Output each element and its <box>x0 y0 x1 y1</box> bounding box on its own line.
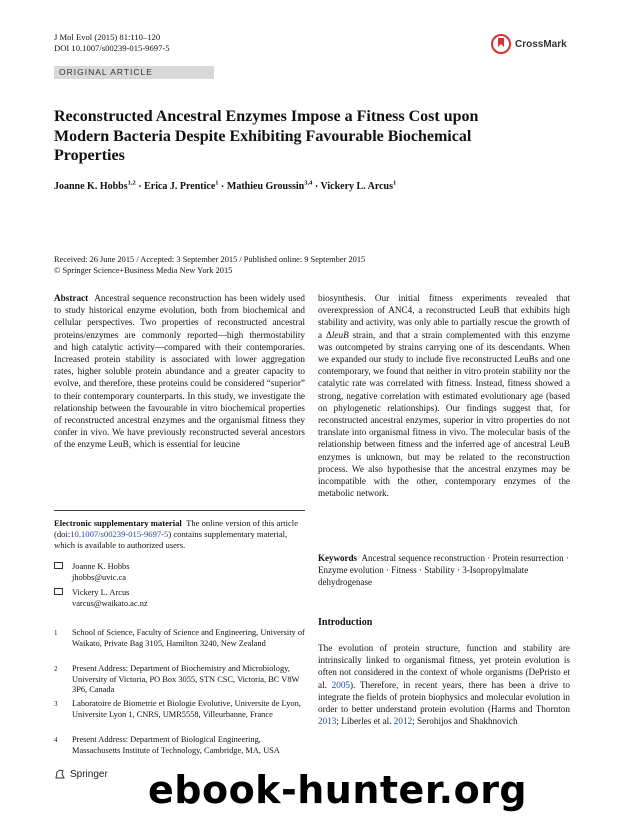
email-link[interactable]: jhobbs@uvic.ca <box>72 573 126 582</box>
keywords: Keywords Ancestral sequence reconstruction · Protein resurrection · Enzyme evolution · Fitness · Stability · 3-Isopropylmalate dehydrogenase <box>318 553 569 587</box>
watermark-text: ebook-hunter.org <box>148 768 528 812</box>
journal-volume: J Mol Evol (2015) 81:110–120 <box>54 32 161 42</box>
copyright: © Springer Science+Business Media New York 2015 <box>54 266 233 275</box>
citation-link[interactable]: 2012 <box>393 716 413 727</box>
esm-doi-link[interactable]: 10.1007/s00239-015-9697-5 <box>70 529 169 539</box>
affiliation-3: 3 Laboratoire de Biometrie et Biologie Evolutive, Universite de Lyon, Universite Lyon 1, CNRS, UMR5558, Villeurbanne, France <box>54 699 301 719</box>
abstract-right: biosynthesis. Our initial fitness experiments revealed that overexpression of ANC4, a reconstructed LeuB that exhibits high stability and activity, was only able to partially rescue the growth of a ΔleuB strain, and that a strain complemented with this enzyme was outcompeted by strains carrying one of its descendants. When we expanded our study to include five reconstructed LeuBs and one contemporary, we found that neither in vitro protein stability nor the catalytic rate was correlated with fitness. Instead, fitness showed a strong, negative correlation with estimated evolutionary age (based on phylogenetic relationships). Our findings suggest that, for reconstructed ancestral enzymes, superior in vitro properties do not translate into organismal fitness in vivo. The molecular basis of the relationship between fitness and the inferred age of ancestral LeuB enzymes is unknown, but may be related to the reconstruction process. We also hypothesise that the ancestral enzymes may be incompatible with the other, contemporary enzymes of the metabolic network. <box>318 293 570 499</box>
affiliation-1: 1 School of Science, Faculty of Science and Engineering, University of Waikato, Private Bag 3105, Hamilton 3240, New Zealand <box>54 628 305 648</box>
crossmark-label: CrossMark <box>515 38 567 50</box>
crossmark-badge[interactable] <box>491 32 573 56</box>
journal-doi: DOI 10.1007/s00239-015-9697-5 <box>54 43 170 53</box>
author-link[interactable]: Erica J. Prentice$^1$ <box>144 180 219 193</box>
author-link[interactable]: Joanne K. Hobbs$^{1,2}$ <box>54 180 136 193</box>
footnote-divider <box>54 510 305 511</box>
introduction-text: The evolution of protein structure, function and stability are intrinsically linked to organismal fitness, yet protein evolution is often not considered in the context of whole organisms (DePristo et al. 2005). Therefore, in recent years, there has been a drive to integrate the fields of protein biophysics and molecular evolution in order to better understand protein evolution (Harms and Thornton 2013; Liberles et al. 2012; Serohijos and Shakhnovich <box>318 643 570 727</box>
publication-dates <box>54 254 574 276</box>
envelope-icon <box>54 588 63 595</box>
author-link[interactable]: Vickery L. Arcus$^1$ <box>320 180 397 193</box>
affiliation-2: 2 Present Address: Department of Biochemistry and Microbiology, University of Victoria, PO Box 3055, STN CSC, Victoria, BC V8W 3P6, Canada <box>54 664 300 695</box>
esm-note: Electronic supplementary material The online version of this article (doi:10.1007/s00239-015-9697-5) contains supplementary material, which is available to authorized users. <box>54 518 299 550</box>
publisher-logo <box>54 768 108 780</box>
abstract-label: Abstract <box>54 293 89 303</box>
email-link[interactable]: varcus@waikato.ac.nz <box>72 599 148 608</box>
publisher-name: Springer <box>70 768 108 780</box>
section-heading-introduction: Introduction <box>318 617 373 628</box>
journal-citation <box>54 32 170 54</box>
affiliation-4: 4 Present Address: Department of Biological Engineering, Massachusetts Institute of Technology, Cambridge, MA, USA <box>54 735 280 755</box>
abstract-text-left: Ancestral sequence reconstruction has been widely used to study historical enzyme evolution, both from biochemical and cellular perspectives. Two properties of reconstructed ancestral proteins/enzymes are commonly reported—high thermostability and high catalytic activity—compared with their contemporaries. Increased protein stability is associated with lower aggregation rates, higher soluble protein abundance and a greater capacity to evolve, and therefore, these proteins could be considered “superior” to their contemporary counterparts. In this study, we investigate the relationship between the favourable in vitro biochemical properties of reconstructed ancestral enzymes and the organismal fitness they confer in vivo. We have previously reconstructed several ancestors of the enzyme LeuB, which is essential for leucine <box>54 293 305 450</box>
history-dates: Received: 26 June 2015 / Accepted: 3 September 2015 / Published online: 9 September 2015 <box>54 255 366 264</box>
contact-arcus: Vickery L. Arcus varcus@waikato.ac.nz <box>54 587 305 609</box>
paper-title: Reconstructed Ancestral Enzymes Impose a Fitness Cost upon Modern Bacteria Despite Exhibiting Favourable Biochemical Properties <box>54 108 479 164</box>
crossmark-icon <box>491 34 511 54</box>
envelope-icon <box>54 562 63 569</box>
abstract-left <box>54 292 305 451</box>
contact-hobbs: Joanne K. Hobbs jhobbs@uvic.ca <box>54 561 305 583</box>
author-list: Joanne K. Hobbs$^{1,2}$ · Erica J. Prentice$^1$ · Mathieu Groussin$^{3,4}$ · Vickery L. Arcus$^1$ <box>54 180 397 193</box>
springer-horse-icon <box>54 768 66 780</box>
citation-link[interactable]: 2005 <box>331 679 350 690</box>
author-link[interactable]: Mathieu Groussin$^{3,4}$ <box>226 180 313 193</box>
citation-link[interactable]: 2013 <box>318 716 337 727</box>
article-type-label: ORIGINAL ARTICLE <box>54 66 214 79</box>
keywords-label: Keywords <box>318 553 357 563</box>
